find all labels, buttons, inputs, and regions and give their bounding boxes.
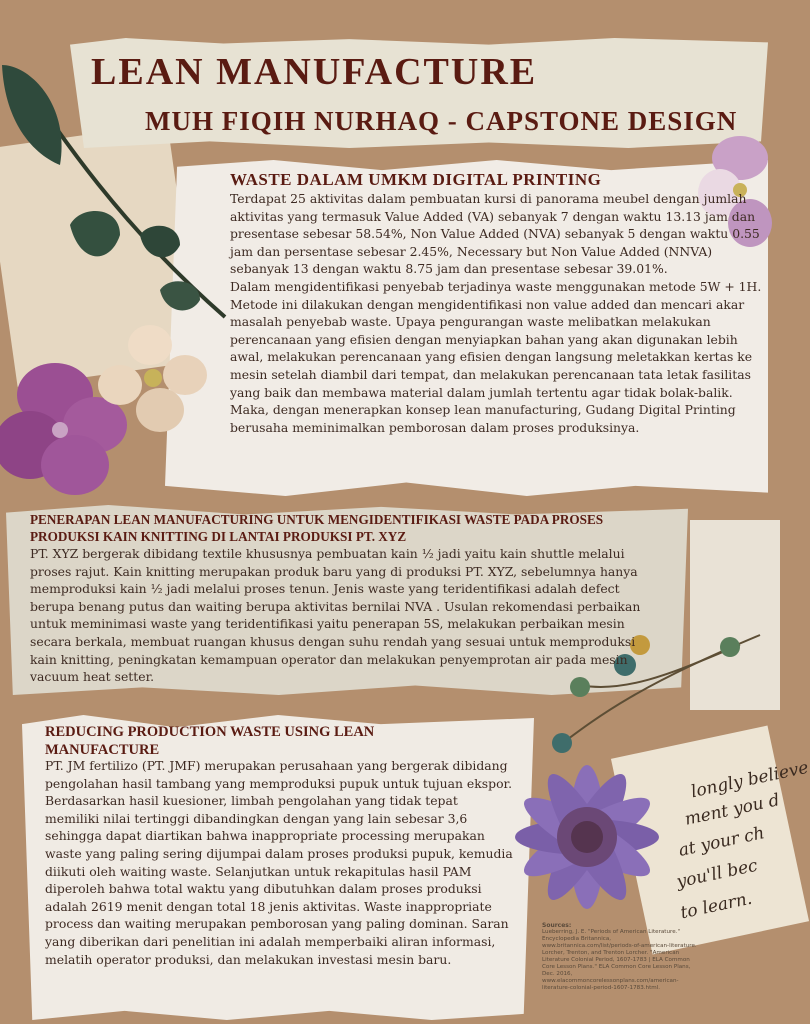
- poster-title: LEAN MANUFACTURE: [91, 51, 538, 93]
- section-2-body: [30, 545, 650, 686]
- section-1-body: [230, 190, 762, 436]
- source-entry: Lorcher, Trenton, and Trenton Lorcher. "American Literature Colonial Period, 1607-1783 | ELA Common Core Lesson Plans." ELA Common Core Lesson Plans, Dec. 2016, www.elacommoncorelessonplans.com/american-literature-colonial-period-1607-1783.html.: [542, 950, 691, 991]
- letter-line: you'll bec: [674, 855, 760, 893]
- cream-flower-icon: [95, 320, 210, 440]
- pressed-leaves-icon: [0, 55, 230, 325]
- source-entry: Lueberring, J. E. "Periods of American Literature." Encyclopedia Britannica, www.britannica.com/list/periods-of-american-literature.: [542, 929, 697, 949]
- lavender-daisy-icon: [500, 755, 675, 920]
- section-3-body: [45, 757, 515, 968]
- letter-line: ment you d: [682, 790, 782, 830]
- section-3-paragraph: PT. JM fertilizo (PT. JMF) merupakan perusahaan yang bergerak dibidang pengolahan hasil tambang yang memproduksi pupuk untuk tujuan ekspor.: [45, 758, 513, 791]
- sources-heading: Sources:: [542, 922, 572, 929]
- section-1-paragraph: Dalam mengidentifikasi penyebab terjadinya waste menggunakan metode 5W + 1H. Metode ini dilakukan dengan mengidentifikasi non value added dan mencari akar masalah penyebab waste. Upaya pengurangan waste melibatkan melakukan perencanaan yang efisien dengan menyiapkan bahan yang akan digunakan lebih awal, melakukan perencanaan yang efisien dengan langsung meletakkan kertas ke mesin setelah diambil dari tempat, dan melakukan perencanaan tata letak fasilitas yang baik dan membawa material dalam jumlah tertentu agar tidak bolak-balik. Maka, dengan menerapkan konsep lean manufacturing, Gudang Digital Printing berusaha meminimalkan pemborosan dalam proses produksinya.: [230, 278, 762, 435]
- section-3-title: REDUCING PRODUCTION WASTE USING LEAN MANUFACTURE: [45, 724, 375, 758]
- poster-subtitle: MUH FIQIH NURHAQ - CAPSTONE DESIGN: [145, 106, 738, 136]
- section-1-paragraph: Terdapat 25 aktivitas dalam pembuatan kursi di panorama meubel dengan jumlah aktivitas yang termasuk Value Added (VA) sebanyak 7 dengan waktu 13.13 jam dan presentase sebesar 58.54%, Non Value Added (NVA) sebanyak 5 dengan waktu 0.55 jam dan persentase sebesar 2.45%, Necessary but Non Value Added (NNVA) sebanyak 13 dengan waktu 8.75 jam dan presentase sebesar 39.01%.: [230, 191, 760, 277]
- letter-line: to learn.: [678, 888, 754, 924]
- section-2-title: PENERAPAN LEAN MANUFACTURING UNTUK MENGIDENTIFIKASI WASTE PADA PROSES PRODUKSI KAIN KNITTING DI LANTAI PRODUKSI PT. XYZ: [30, 512, 604, 544]
- sources-block: [542, 922, 702, 992]
- section-3-paragraph: Berdasarkan hasil kuesioner, limbah pengolahan yang tidak tepat memiliki nilai tertinggi dibandingkan dengan yang lain sebesar 3,6 sehingga dapat diartikan bahwa inappropriate processing merupakan waste yang paling sering dijumpai dalam proses produksi pupuk, kemudia diikuti oleh waiting waste. Selanjutkan untuk rekapitulas hasil PAM diperoleh bahwa total waktu yang dibutuhkan dalam proses produksi adalah 2619 menit dengan total 18 jenis aktivitas. Waste inappropriate process dan waiting merupakan pemborosan yang paling dominan. Saran yang diberikan dari penelitian ini adalah memperbaiki aliran informasi, melatih operator produksi, dan melakukan investasi mesin baru.: [45, 793, 513, 967]
- section-1-title: WASTE DALAM UMKM DIGITAL PRINTING: [230, 170, 602, 189]
- letter-line: longly believe: [689, 757, 810, 803]
- letter-line: at your ch: [676, 823, 767, 861]
- section-2-paragraph: PT. XYZ bergerak dibidang textile khususnya pembuatan kain ½ jadi yaitu kain shuttle melalui proses rajut. Kain knitting merupakan produk baru yang di produksi PT. XYZ, sebelumnya hanya memproduksi kain ½ jadi melalui proses tenun. Jenis waste yang teridentifikasi adalah defect berupa benang putus dan waiting berupa aktivitas bernilai NVA . Usulan rekomendasi perbaikan untuk meminimasi waste yang teridentifikasi yaitu penerapan 5S, melakukan perbaikan mesin secara berkala, membuat ruangan khusus dengan suhu rendah yang sesuai untuk memproduksi kain knitting, peningkatan kemampuan operator dan melakukan penyemprotan air pada mesin vacuum heat setter.: [30, 546, 641, 685]
